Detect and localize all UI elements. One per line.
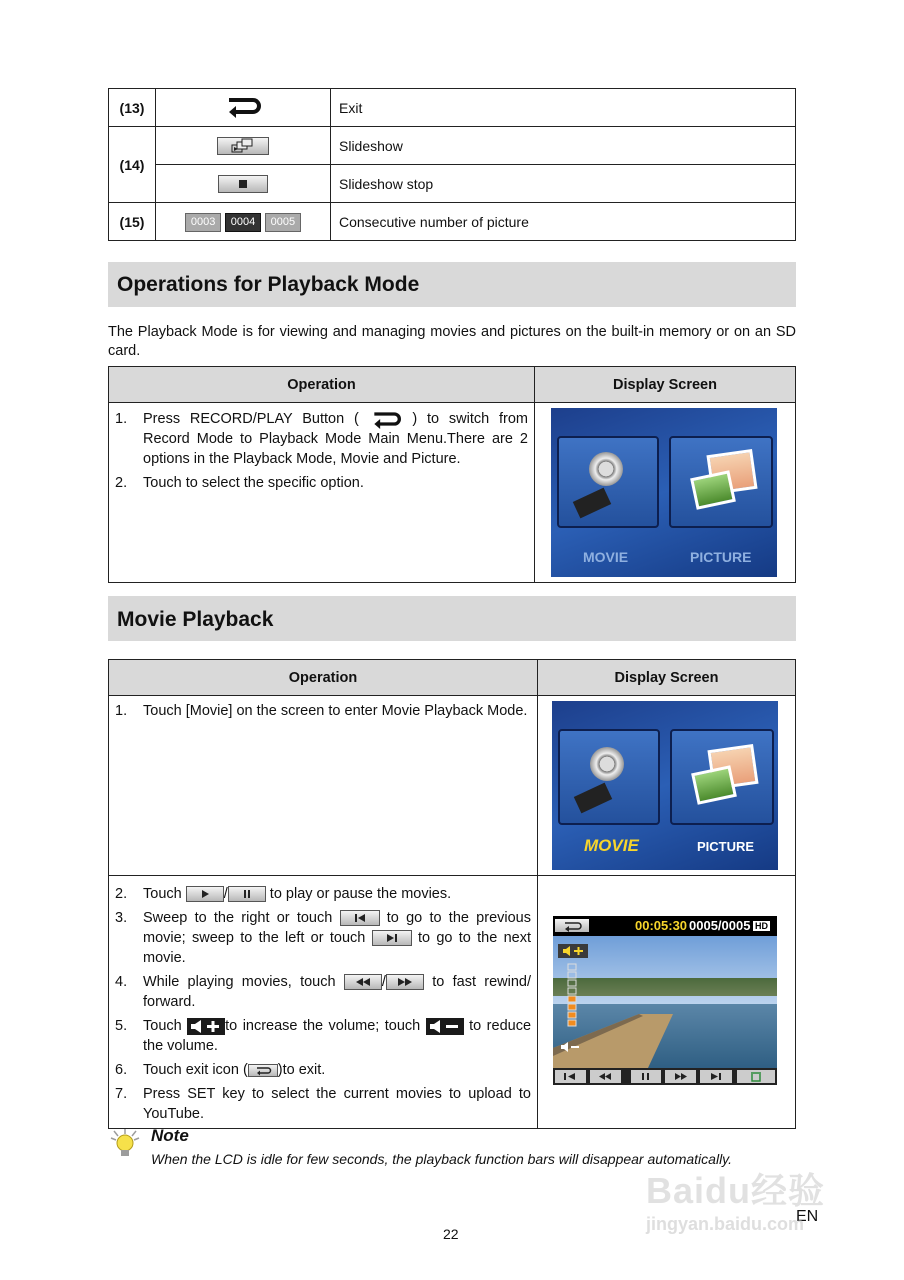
exit-icon: [248, 1064, 278, 1077]
counter-current: 0004: [225, 213, 261, 232]
volume-down-icon[interactable]: [558, 1040, 582, 1054]
photo-icon: [691, 765, 737, 805]
player-control-bar: [553, 1068, 777, 1085]
counter-next: 0005: [265, 213, 301, 232]
page-number: 22: [443, 1226, 459, 1242]
header-operation: Operation: [109, 367, 535, 403]
row-desc: Slideshow: [331, 127, 796, 165]
note-title: Note: [151, 1126, 189, 1145]
counter-prev: 0003: [185, 213, 221, 232]
header-operation: Operation: [109, 660, 538, 696]
film-reel-icon: [589, 452, 623, 486]
film-reel-icon: [590, 747, 624, 781]
section-heading: [108, 262, 796, 307]
movie-option[interactable]: [557, 436, 659, 528]
watermark-url: jingyan.baidu.com: [646, 1214, 805, 1234]
step: 2. Touch to select the specific option.: [115, 475, 364, 492]
movie-select-screen: [552, 701, 778, 870]
picture-option[interactable]: [670, 729, 774, 825]
play-icon: [186, 886, 224, 902]
player-top-bar: [553, 916, 777, 936]
step: 3. Sweep to the right or touch to go to the previous movie; sweep to the left or touch to go to the next movie.: [115, 910, 531, 966]
section-title: Movie Playback: [117, 608, 274, 631]
row-number: (13): [109, 89, 156, 127]
picture-option[interactable]: [669, 436, 773, 528]
note-text: When the LCD is idle for few seconds, the playback function bars will disappear automatically.: [151, 1151, 733, 1167]
icon-table: [108, 88, 796, 241]
movie-counter: 0005/0005: [689, 918, 751, 933]
fast-forward-icon: [386, 974, 424, 990]
row-desc: Consecutive number of picture: [331, 203, 796, 241]
slideshow-stop-icon: [156, 165, 331, 203]
film-strip-icon: [574, 783, 612, 814]
step: 5. Touch to increase the volume; touch to reduce the volume.: [115, 1018, 532, 1054]
elapsed-time: 00:05:30: [635, 918, 688, 933]
row-number: (14): [109, 127, 156, 203]
volume-up-icon: [187, 1018, 225, 1035]
movie-option[interactable]: [558, 729, 660, 825]
watermark-logo: Baidu经验: [646, 1170, 826, 1211]
step: 1. Touch [Movie] on the screen to enter Movie Playback Mode.: [115, 703, 528, 719]
header-display-screen: Display Screen: [535, 367, 796, 403]
film-strip-icon: [573, 488, 611, 519]
picture-number-icon: [156, 203, 331, 241]
volume-up-icon[interactable]: [558, 944, 588, 958]
next-icon: [372, 930, 412, 946]
slideshow-icon: [156, 127, 331, 165]
picture-label: PICTURE: [690, 549, 752, 565]
language-label: EN: [796, 1208, 819, 1225]
hd-badge: HD: [755, 921, 768, 931]
header-display-screen: Display Screen: [538, 660, 796, 696]
pause-icon: [631, 1070, 661, 1083]
step: 7. Press SET key to select the current movies to upload to YouTube.: [115, 1086, 531, 1122]
movie-label-selected: MOVIE: [584, 836, 639, 855]
volume-level-bar[interactable]: [567, 962, 577, 1030]
row-desc: Exit: [331, 89, 796, 127]
step: 6. Touch exit icon ( )to exit.: [115, 1062, 326, 1078]
movie-label: MOVIE: [583, 549, 629, 565]
return-icon: [156, 89, 331, 127]
return-icon: [369, 409, 403, 429]
operation-cell: [109, 876, 538, 1129]
step: 1. Press RECORD/PLAY Button ( ) to switch from Record Mode to Playback Mode Main Menu.There are 2 options in the Playback Mode, Movie and Picture.: [115, 411, 528, 468]
previous-icon: [340, 910, 380, 926]
step: 4. While playing movies, touch / to fast rewind/ forward.: [115, 974, 532, 1010]
step: 2. Touch / to play or pause the movies.: [115, 886, 452, 902]
movie-player-screen: [553, 916, 777, 1085]
section-title: Operations for Playback Mode: [117, 273, 420, 296]
playback-menu-screen: [551, 408, 777, 577]
section-heading: [108, 596, 796, 641]
rewind-icon: [344, 974, 382, 990]
pause-icon: [228, 886, 266, 902]
operation-cell: [109, 696, 538, 876]
operation-cell: [109, 403, 535, 583]
row-desc: Slideshow stop: [331, 165, 796, 203]
exit-icon[interactable]: [555, 919, 589, 932]
volume-down-icon: [426, 1018, 464, 1035]
lightbulb-icon: [108, 1128, 142, 1160]
picture-label: PICTURE: [697, 839, 755, 854]
section-intro: The Playback Mode is for viewing and managing movies and pictures on the built-in memory or on an SD card.: [108, 324, 796, 359]
row-number: (15): [109, 203, 156, 241]
photo-icon: [690, 470, 736, 510]
